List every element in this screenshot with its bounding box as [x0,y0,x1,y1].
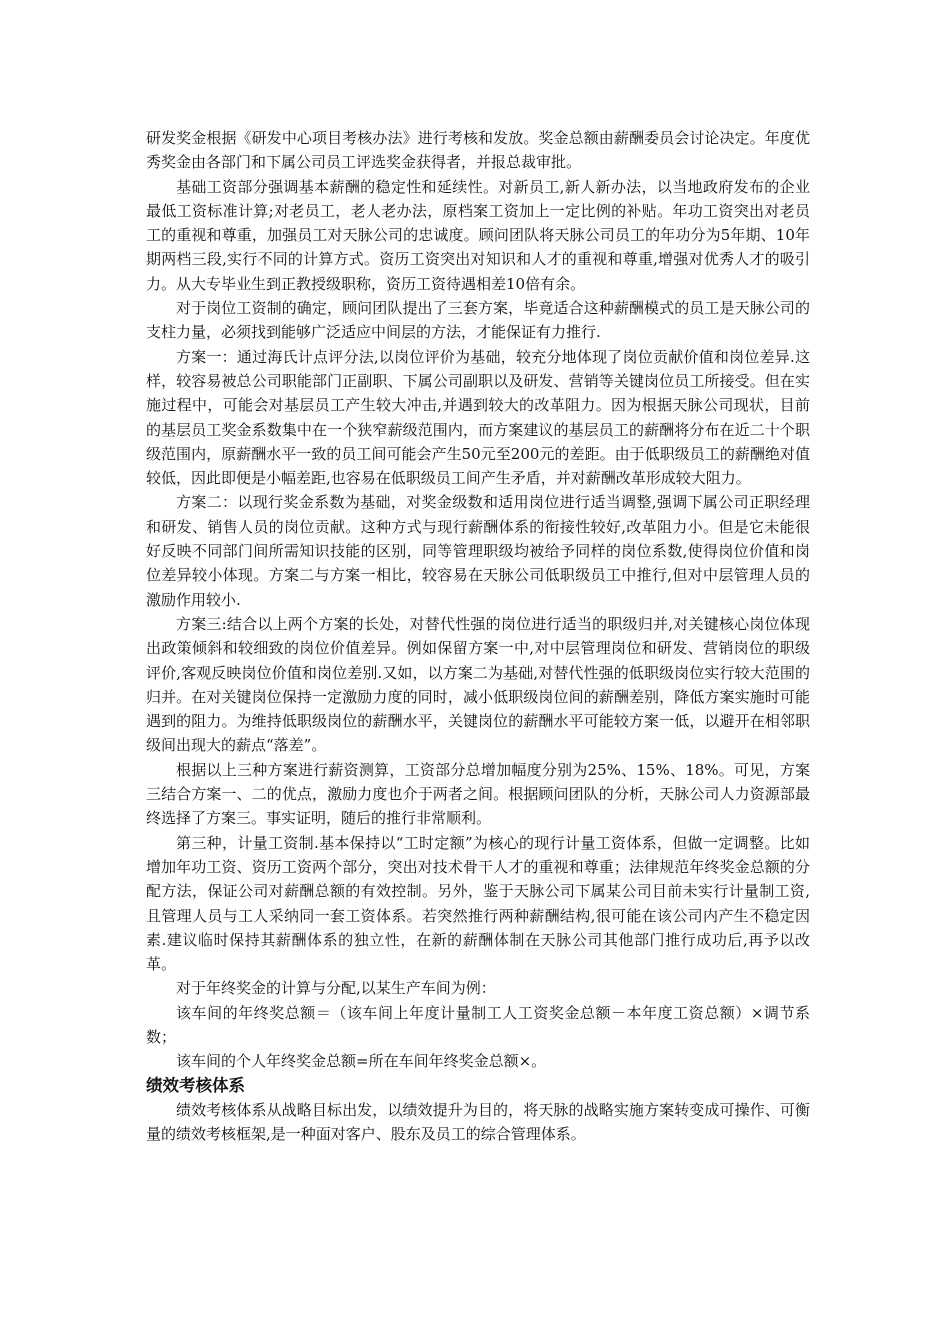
paragraph-salary-calculation: 根据以上三种方案进行薪资测算，工资部分总增加幅度分别为25%、15%、18%。可见，方案三结合方案一、二的优点，激励力度也介于两者之间。根据顾问团队的分析，天脉公司人力资源部最终选择了方案三。事实证明，随后的推行非常顺利。 [146,760,810,828]
paragraph-plan-one: 方案一：通过海氏计点评分法,以岗位评价为基础，较充分地体现了岗位贡献价值和岗位差异.这样，较容易被总公司职能部门正副职、下属公司副职以及研发、营销等关键岗位员工所接受。但在实施过程中，可能会对基层员工产生较大冲击,并遇到较大的改革阻力。因为根据天脉公司现状，目前的基层员工奖金系数集中在一个狭窄薪级范围内，而方案建议的基层员工的薪酬将分布在近二十个职级范围内，原薪酬水平一致的员工间可能会产生50元至200元的差距。由于低职级员工的薪酬绝对值较低，因此即便是小幅差距,也容易在低职级员工间产生矛盾，并对薪酬改革形成较大阻力。 [146,347,810,488]
paragraph-plan-three: 方案三:结合以上两个方案的长处，对替代性强的岗位进行适当的职级归并,对关键核心岗位体现出政策倾斜和较细致的岗位价值差异。例如保留方案一中,对中层管理岗位和研发、营销岗位的职级评价,客观反映岗位价值和岗位差别.又如，以方案二为基础,对替代性强的低职级岗位实行较大范围的归并。在对关键岗位保持一定激励力度的同时，减小低职级岗位间的薪酬差别，降低方案实施时可能遇到的阻力。为维持低职级岗位的薪酬水平，关键岗位的薪酬水平可能较方案一低，以避开在相邻职级间出现大的薪点“落差”。 [146,614,810,755]
paragraph-position-salary-intro: 对于岗位工资制的确定，顾问团队提出了三套方案，毕竟适合这种薪酬模式的员工是天脉公司的支柱力量，必须找到能够广泛适应中间层的方法，才能保证有力推行. [146,299,810,342]
paragraph-workshop-bonus-formula: 该车间的年终奖总额＝（该车间上年度计量制工人工资奖金总额－本年度工资总额）×调节系数； [146,1003,810,1046]
paragraph-rd-bonus: 研发奖金根据《研发中心项目考核办法》进行考核和发放。奖金总额由薪酬委员会讨论决定。年度优秀奖金由各部门和下属公司员工评选奖金获得者，并报总裁审批。 [146,129,810,172]
paragraph-plan-two: 方案二：以现行奖金系数为基础，对奖金级数和适用岗位进行适当调整,强调下属公司正职经理和研发、销售人员的岗位贡献。这种方式与现行薪酬体系的衔接性较好,改革阻力小。但是它未能很好反映不同部门间所需知识技能的区别，同等管理职级均被给予同样的岗位系数,使得岗位价值和岗位差异较小体现。方案二与方案一相比，较容易在天脉公司低职级员工中推行,但对中层管理人员的激励作用较小. [146,493,810,609]
paragraph-year-end-bonus: 对于年终奖金的计算与分配,以某生产车间为例： [176,979,496,998]
paragraph-individual-bonus-formula: 该车间的个人年终奖金总额=所在车间年终奖金总额×。 [176,1052,547,1071]
section-heading-performance: 绩效考核体系 [146,1075,245,1095]
paragraph-performance-system: 绩效考核体系从战略目标出发，以绩效提升为目的，将天脉的战略实施方案转变成可操作、可衡量的绩效考核框架,是一种面对客户、股东及员工的综合管理体系。 [146,1101,810,1144]
document-page [146,126,810,1147]
paragraph-piece-rate-salary: 第三种，计量工资制.基本保持以“工时定额”为核心的现行计量工资体系，但做一定调整。比如增加年功工资、资历工资两个部分，突出对技术骨干人才的重视和尊重；法律规范年终奖金总额的分配方法，保证公司对薪酬总额的有效控制。另外，鉴于天脉公司下属某公司目前未实行计量制工资,且管理人员与工人采纳同一套工资体系。若突然推行两种薪酬结构,很可能在该公司内产生不稳定因素.建议临时保持其薪酬体系的独立性，在新的薪酬体制在天脉公司其他部门推行成功后,再予以改革。 [146,833,810,974]
paragraph-base-salary: 基础工资部分强调基本薪酬的稳定性和延续性。对新员工,新人新办法，以当地政府发布的企业最低工资标准计算;对老员工，老人老办法，原档案工资加上一定比例的补贴。年功工资突出对老员工的重视和尊重，加强员工对天脉公司的忠诚度。顾问团队将天脉公司员工的年功分为5年期、10年期两档三段,实行不同的计算方式。资历工资突出对知识和人才的重视和尊重,增强对优秀人才的吸引力。从大专毕业生到正教授级职称，资历工资待遇相差10倍有余。 [146,177,810,293]
